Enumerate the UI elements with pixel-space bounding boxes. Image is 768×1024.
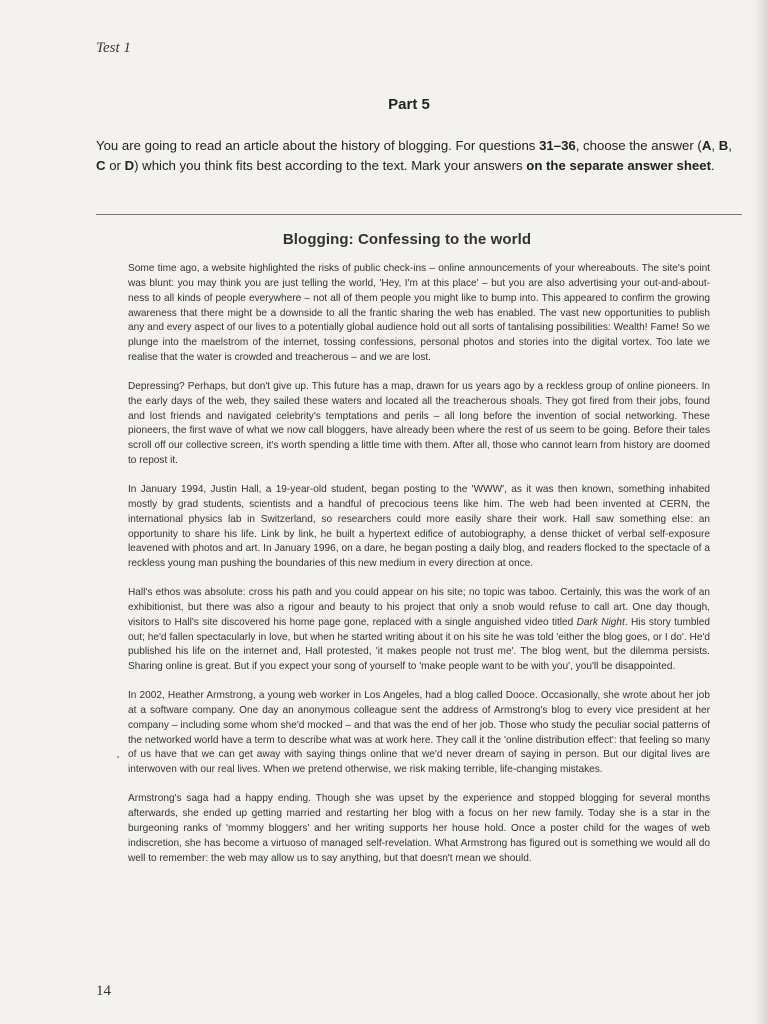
task-instructions (96, 136, 744, 176)
section-divider (96, 214, 742, 215)
answer-sheet-note: on the separate answer sheet (526, 158, 711, 173)
article-paragraph-4 (128, 586, 710, 675)
article-paragraph-3: In January 1994, Justin Hall, a 19-year-old student, began posting to the 'WWW', as it was then known, something inhabited mostly by grad students, scientists and a handful of precocious teens like him. The web had been invented at CERN, the international physics lab in Switzerland, so researchers could more easily share their work. Hall saw something else: an opportunity to share his life. Link by link, he built a hypertext edifice of autobiography, a dense thicket of verbal self-exposure leavened with photos and art. In January 1996, on a dare, he began posting a daily blog, and readers flocked to the spectacle of a reckless young man pushing the boundaries of this new medium in every direction at once. (128, 483, 710, 570)
option-d: D (124, 158, 135, 173)
instructions-text: ) which you think fits best according to the text. Mark your answers (134, 158, 527, 173)
instructions-text: or (105, 158, 125, 173)
instructions-text: , (711, 138, 719, 153)
article-body (128, 262, 710, 880)
article-title: Blogging: Confessing to the world (282, 231, 532, 248)
article-paragraph-6: Armstrong's saga had a happy ending. Though she was upset by the experience and stopped blogging for several months afterwards, she ended up getting married and restarting her blog with a focus on her new family. Today she is a star in the burgeoning ranks of 'mommy bloggers' and her writing supports her house hold. Once a poster child for the wages of web indiscretion, she has become a virtuoso of managed self-revelation. What Armstrong has figured out is something we would all do well to remember: the web may allow us to say anything, but that doesn't mean we should. (128, 793, 710, 864)
paragraph-text: Hall's ethos was absolute: cross his path and you could appear on his site; no topic was taboo. Certainly, this was the work of an exhibitionist, but there was also a rigour and beauty to his project that only a snob would refuse to call art. One day though, visitors to Hall's site discovered his home page gone, replaced with a single anguished video titled (128, 587, 710, 628)
part-title: Part 5 (388, 96, 430, 113)
paragraph-text: . His story tumbled out; he'd fallen spectacularly in love, but when he started writing about it on his site he was told 'either the blog goes, or I do'. He'd published his life on the internet and, Hall protested, 'it makes people not trust me'. The blog went, but the dilemma persists. Sharing online is great. But if you expect your song of yourself to 'make people want to be with you', you'll be disappointed. (128, 616, 710, 673)
instructions-text: , choose the answer ( (575, 138, 702, 153)
instructions-text: You are going to read an article about the history of blogging. For questions (96, 138, 540, 153)
option-b: B (718, 138, 729, 153)
margin-mark (117, 756, 119, 758)
test-label: Test 1 (96, 40, 131, 56)
page-number: 14 (96, 983, 111, 999)
video-title: Dark Night (576, 616, 625, 628)
instructions-text: , (728, 138, 732, 153)
article-paragraph-1: Some time ago, a website highlighted the risks of public check-ins – online announcements of your whereabouts. The site's point was blunt: you may think you are just telling the world, 'Hey, I'm at this place' – but you are also advertising your out-and-about-ness to all kinds of people everywhere – not all of them people you might like to bump into. This appeared to confirm the growing awareness that there might be a downside to all the frantic sharing the web has enabled. The vast new opportunities to publish any and every aspect of our lives to a potentially global audience hold out all sorts of tantalising possibilities: Wealth! Fame! So we plunge into the maelstrom of the internet, tossing confessions, personal photos and stories into the digital vortex. Too late we realise that the water is crowded and treacherous – and we are lost. (128, 263, 710, 364)
instructions-text: . (710, 158, 715, 173)
article-paragraph-2: Depressing? Perhaps, but don't give up. This future has a map, drawn for us years ago by a reckless group of online pioneers. In the early days of the web, they sailed these waters and located all the treacherous shoals. They got fired from their jobs, found and lost friends and navigated celebrity's temptations and perils – all long before the invention of social networking. These pioneers, the first wave of what we now call bloggers, have already been where the rest of us seem to be going. Before their tales scroll off our collective screen, it's worth spending a little time with them. After all, those who cannot learn from history are doomed to repost it. (128, 380, 710, 467)
option-c: C (96, 158, 106, 173)
question-range: 31–36 (539, 138, 576, 153)
option-a: A (701, 138, 712, 153)
article-paragraph-5: In 2002, Heather Armstrong, a young web worker in Los Angeles, had a blog called Dooce. Occasionally, she wrote about her job at a software company. One day an anonymous colleague sent the address of Armstrong's blog to every vice president at her company – including some whom she'd mocked – and that was the end of her job. Those who study the peculiar social patterns of the networked world have a term to describe what was at work here. They call it the 'online distribution effect': that feeling so many of us have that we can get away with saying things online that we'd never dream of saying in person. But our digital lives are interwoven with our real lives. When we pretend otherwise, we risk making terrible, life-changing mistakes. (128, 690, 710, 776)
page-edge-shadow (754, 0, 768, 1024)
